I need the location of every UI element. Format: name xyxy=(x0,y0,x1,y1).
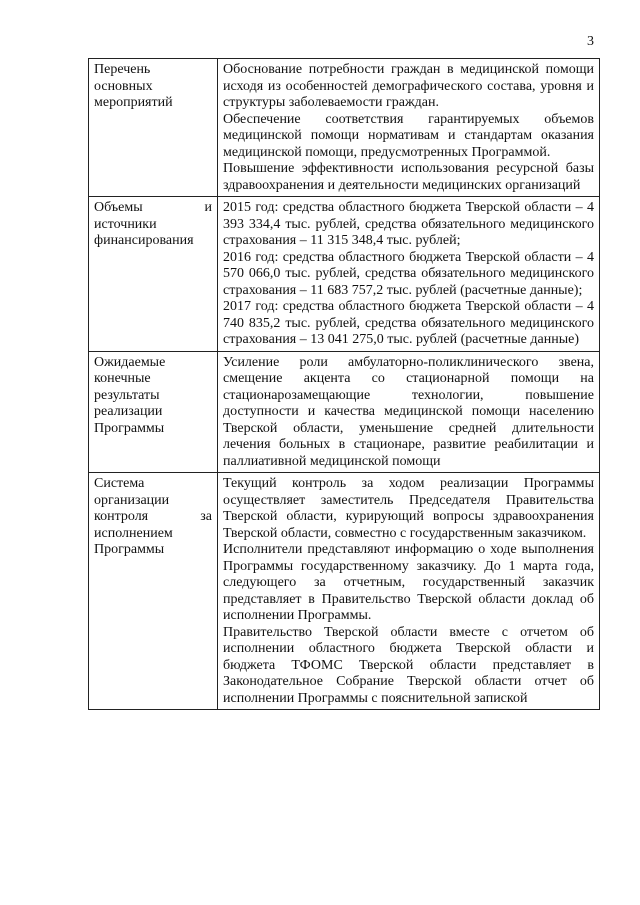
paragraph: 2015 год: средства областного бюджета Тверской области – 4 393 334,4 тыс. рублей, средства обязательного медицинского страхования – 11 315 348,4 тыс. рублей; xyxy=(223,200,594,248)
row-content-control-system xyxy=(218,473,600,710)
label-line: источники xyxy=(94,216,157,232)
row-label-expected-results xyxy=(89,351,218,473)
table-row xyxy=(89,473,600,710)
paragraph: 2017 год: средства областного бюджета Тверской области – 4 740 835,2 тыс. рублей, средства обязательного медицинского страхования – 13 041 275,0 тыс. рублей (расчетные данные) xyxy=(223,299,594,347)
table-row xyxy=(89,59,600,197)
row-content-main-activities xyxy=(218,59,600,197)
row-label-main-activities xyxy=(89,59,218,197)
label-line: основных xyxy=(94,78,153,94)
row-content-financing xyxy=(218,197,600,352)
label-line: финансирования xyxy=(94,233,194,248)
label-line: мероприятий xyxy=(94,95,173,110)
paragraph: Усиление роли амбулаторно-поликлинического звена, смещение акцента со стационарной помощи на стационарозамещающие технологии, повышение доступности и качества медицинской помощи населению Тверской области, уменьшение средней длительности лечения больных в стационаре, развитие реабилитации и паллиативной медицинской помощи xyxy=(223,354,594,469)
label-line: контроля за xyxy=(94,509,212,524)
paragraph: Обоснование потребности граждан в медицинской помощи исходя из особенностей демографического состава, уровня и структуры заболеваемости граждан. xyxy=(223,62,594,110)
row-content-expected-results xyxy=(218,351,600,473)
label-line: реализации xyxy=(94,404,163,419)
paragraph: Исполнители представляют информацию о ходе выполнения Программы государственному заказчику. До 1 марта года, следующего за отчетным, государственный заказчик представляет в Правительство Тверской области доклад об исполнении Программы. xyxy=(223,542,594,623)
label-line: исполнением xyxy=(94,525,173,541)
paragraph: Обеспечение соответствия гарантируемых объемов медицинской помощи нормативам и стандартам оказания медицинской помощи, предусмотренных Программой. xyxy=(223,111,594,160)
label-line: конечные xyxy=(94,371,151,386)
label-line: организации xyxy=(94,492,170,508)
program-passport-table xyxy=(88,58,600,710)
row-label-financing xyxy=(89,197,218,352)
page-number: 3 xyxy=(587,34,594,49)
label-line: Ожидаемые xyxy=(94,354,166,370)
paragraph: Текущий контроль за ходом реализации Программы осуществляет заместитель Председателя Правительства Тверской области, курирующий вопросы здравоохранения Тверской области, совместно с государственным заказчиком. xyxy=(223,476,594,541)
row-label-control-system xyxy=(89,473,218,710)
label-line: Перечень xyxy=(94,62,151,77)
label-line: Программы xyxy=(94,420,165,436)
paragraph: Повышение эффективности использования ресурсной базы здравоохранения и деятельности медицинских организаций xyxy=(223,161,594,193)
paragraph: Правительство Тверской области вместе с отчетом об исполнении областного бюджета Тверской области и бюджета ТФОМС Тверской области представляет в Законодательное Собрание Тверской области отчет об исполнении Программы с пояснительной запиской xyxy=(223,624,594,706)
paragraph: 2016 год: средства областного бюджета Тверской области – 4 570 066,0 тыс. рублей, средства обязательного медицинского страхования – 11 683 757,2 тыс. рублей (расчетные данные); xyxy=(223,249,594,298)
label-line: Объемы и xyxy=(94,200,212,215)
label-line: результаты xyxy=(94,387,160,403)
label-line: Программы xyxy=(94,542,165,557)
table-row xyxy=(89,351,600,473)
label-line: Система xyxy=(94,476,145,491)
table-row xyxy=(89,197,600,352)
